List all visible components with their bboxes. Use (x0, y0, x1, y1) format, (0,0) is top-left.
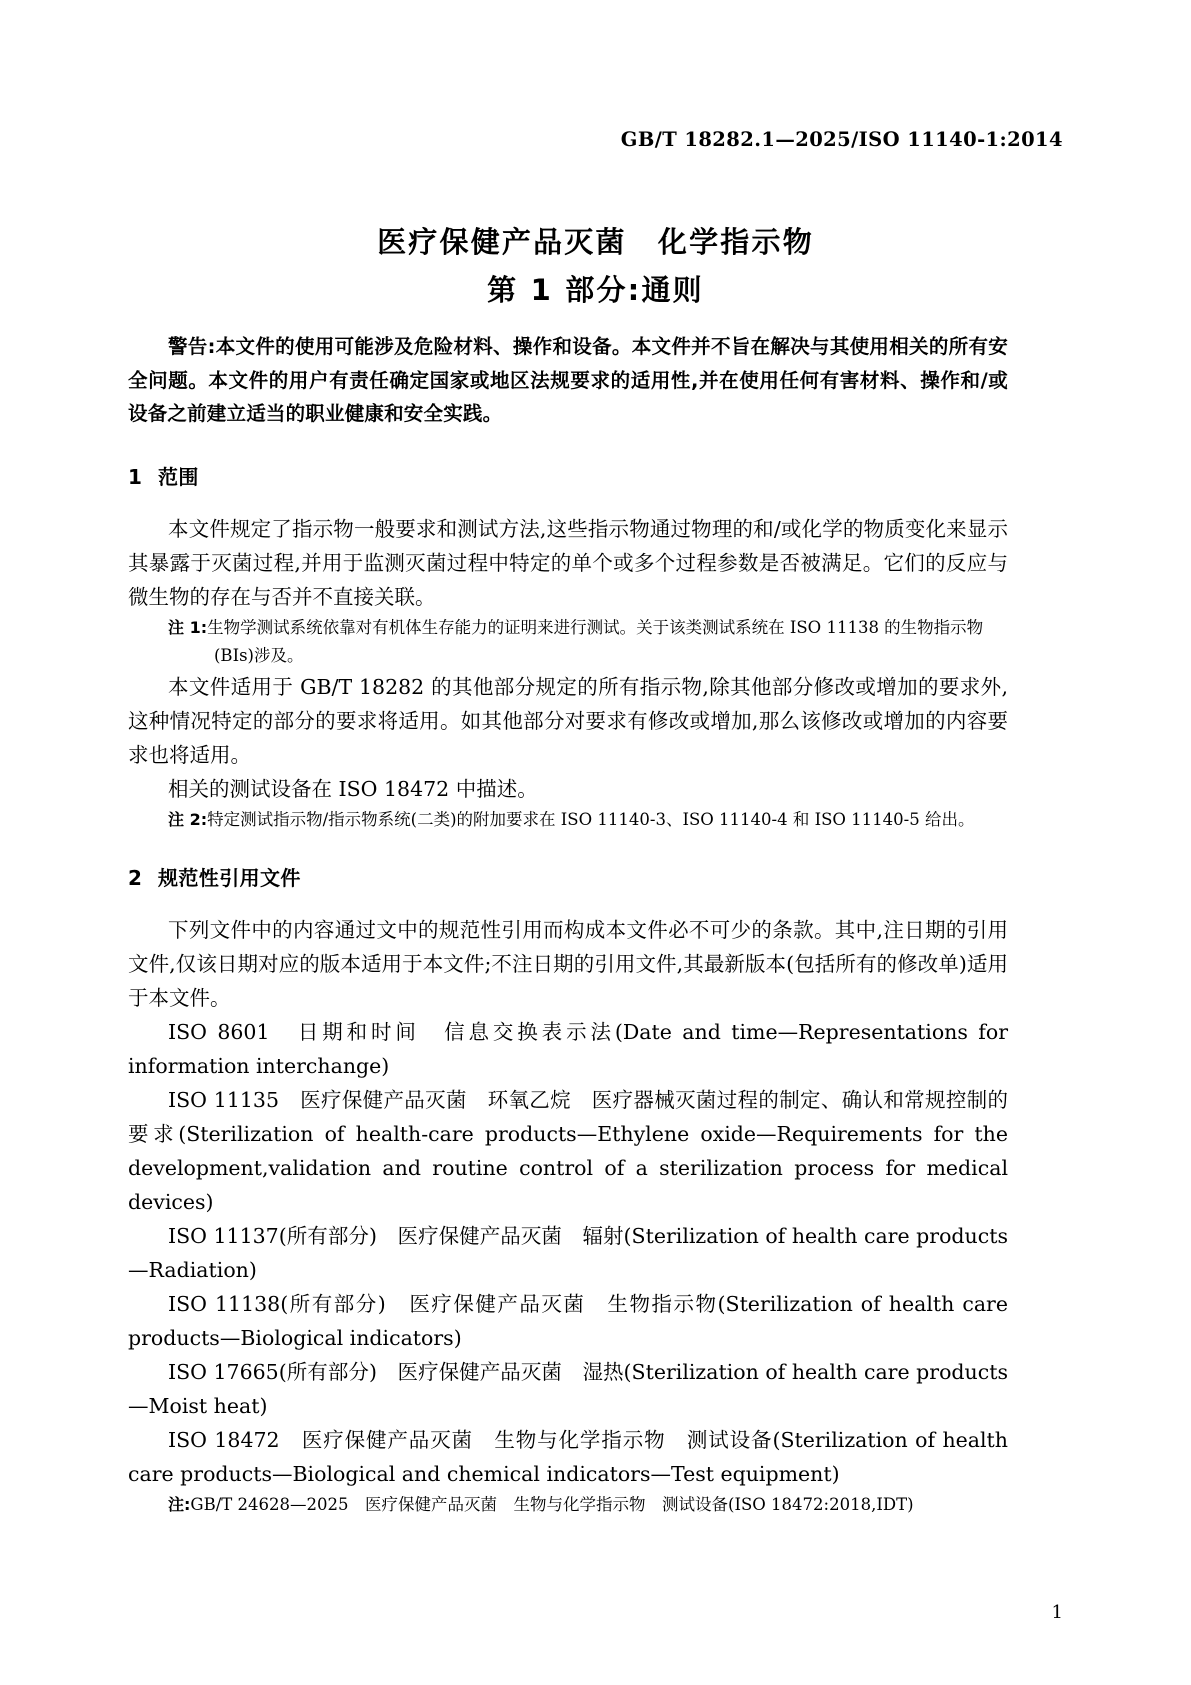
reference-title-en: (Sterilization of health care products—Moist heat) (128, 1359, 1008, 1418)
final-note-text: GB/T 24628—2025 医疗保健产品灭菌 生物与化学指示物 测试设备(ISO 18472:2018,IDT) (190, 1494, 914, 1514)
reference-title-en: (Sterilization of health care products—Radiation) (128, 1223, 1008, 1282)
document-body (128, 330, 1008, 1519)
note-1-label: 注 1: (168, 617, 208, 637)
reference-item (128, 1355, 1008, 1423)
reference-item (128, 1219, 1008, 1287)
clause-heading-2 (128, 862, 1008, 891)
reference-title-en: (Sterilization of health care products—Biological indicators) (128, 1291, 1008, 1350)
reference-id: ISO 18472 (168, 1427, 280, 1452)
reference-id: ISO 17665(所有部分) (168, 1359, 377, 1384)
final-note (168, 1491, 1008, 1519)
reference-title-en: (Date and time—Representations for information interchange) (128, 1019, 1009, 1078)
reference-id: ISO 11138(所有部分) (168, 1291, 386, 1316)
reference-title-cn: 日期和时间 信息交换表示法 (297, 1019, 615, 1044)
clause-1-paragraph-1: 本文件规定了指示物一般要求和测试方法,这些指示物通过物理的和/或化学的物质变化来显示其暴露于灭菌过程,并用于监测灭菌过程中特定的单个或多个过程参数是否被满足。它们的反应与微生物的存在与否并不直接关联。 (128, 516, 1008, 609)
reference-item (128, 1423, 1008, 1491)
warning-paragraph: 警告:本文件的使用可能涉及危险材料、操作和设备。本文件并不旨在解决与其使用相关的所有安全问题。本文件的用户有责任确定国家或地区法规要求的适用性,并在使用任何有害材料、操作和/或设备之前建立适当的职业健康和安全实践。 (128, 335, 1008, 425)
reference-id: ISO 11137(所有部分) (168, 1223, 377, 1248)
reference-title-en: (Sterilization of health care products—Biological and chemical indicators—Test equipment) (128, 1427, 1008, 1486)
reference-title-cn: 医疗保健产品灭菌 辐射 (397, 1223, 624, 1248)
clause-1-note-2 (168, 806, 1008, 834)
reference-title-cn: 医疗保健产品灭菌 生物指示物 (409, 1291, 718, 1316)
clause-number-2: 2 (128, 865, 143, 890)
clause-1-note-1-continuation: (BIs)涉及。 (214, 645, 304, 665)
reference-item (128, 1083, 1008, 1219)
reference-title-cn: 医疗保健产品灭菌 生物与化学指示物 测试设备 (301, 1427, 773, 1452)
clause-title-1: 范围 (158, 464, 199, 489)
clause-1-note-1 (168, 614, 1008, 642)
page-number: 1 (1051, 1602, 1063, 1623)
clause-2-intro-paragraph: 下列文件中的内容通过文中的规范性引用而构成本文件必不可少的条款。其中,注日期的引用文件,仅该日期对应的版本适用于本文件;不注日期的引用文件,其最新版本(包括所有的修改单)适用于本文件。 (128, 917, 1008, 1010)
document-title (0, 218, 1191, 314)
reference-item (128, 1015, 1008, 1083)
clause-1-paragraph-2: 本文件适用于 GB/T 18282 的其他部分规定的所有指示物,除其他部分修改或增加的要求外,这种情况特定的部分的要求将适用。如其他部分对要求有修改或增加,那么该修改或增加的内容要求也将适用。 (128, 674, 1008, 767)
reference-title-cn: 医疗保健产品灭菌 湿热 (397, 1359, 624, 1384)
note-2-label: 注 2: (168, 809, 208, 829)
reference-title-en: (Sterilization of health-care products—Ethylene oxide—Requirements for the development,validation and routine control of a sterilization process for medical devices) (128, 1121, 1009, 1214)
reference-id: ISO 11135 (168, 1087, 280, 1112)
note-2-text: 特定测试指示物/指示物系统(二类)的附加要求在 ISO 11140-3、ISO 11140-4 和 ISO 11140-5 给出。 (207, 809, 975, 829)
reference-title-cn: 医疗保健产品灭菌 环氧乙烷 医疗器械灭菌过程的制定、确认和常规控制的要求 (128, 1087, 1008, 1146)
clause-1-paragraph-3: 相关的测试设备在 ISO 18472 中描述。 (168, 776, 538, 801)
clause-title-2: 规范性引用文件 (158, 865, 301, 890)
running-header-standard-ref: GB/T 18282.1—2025/ISO 11140-1:2014 (620, 128, 1063, 151)
title-line-1: 医疗保健产品灭菌 化学指示物 (377, 225, 814, 259)
reference-item (128, 1287, 1008, 1355)
title-line-2: 第 1 部分:通则 (487, 273, 704, 307)
clause-heading-1 (128, 461, 1008, 490)
note-1-text: 生物学测试系统依靠对有机体生存能力的证明来进行测试。关于该类测试系统在 ISO 11138 的生物指示物 (207, 617, 984, 637)
clause-number-1: 1 (128, 464, 143, 489)
final-note-label: 注: (168, 1494, 191, 1514)
reference-id: ISO 8601 (168, 1019, 270, 1044)
